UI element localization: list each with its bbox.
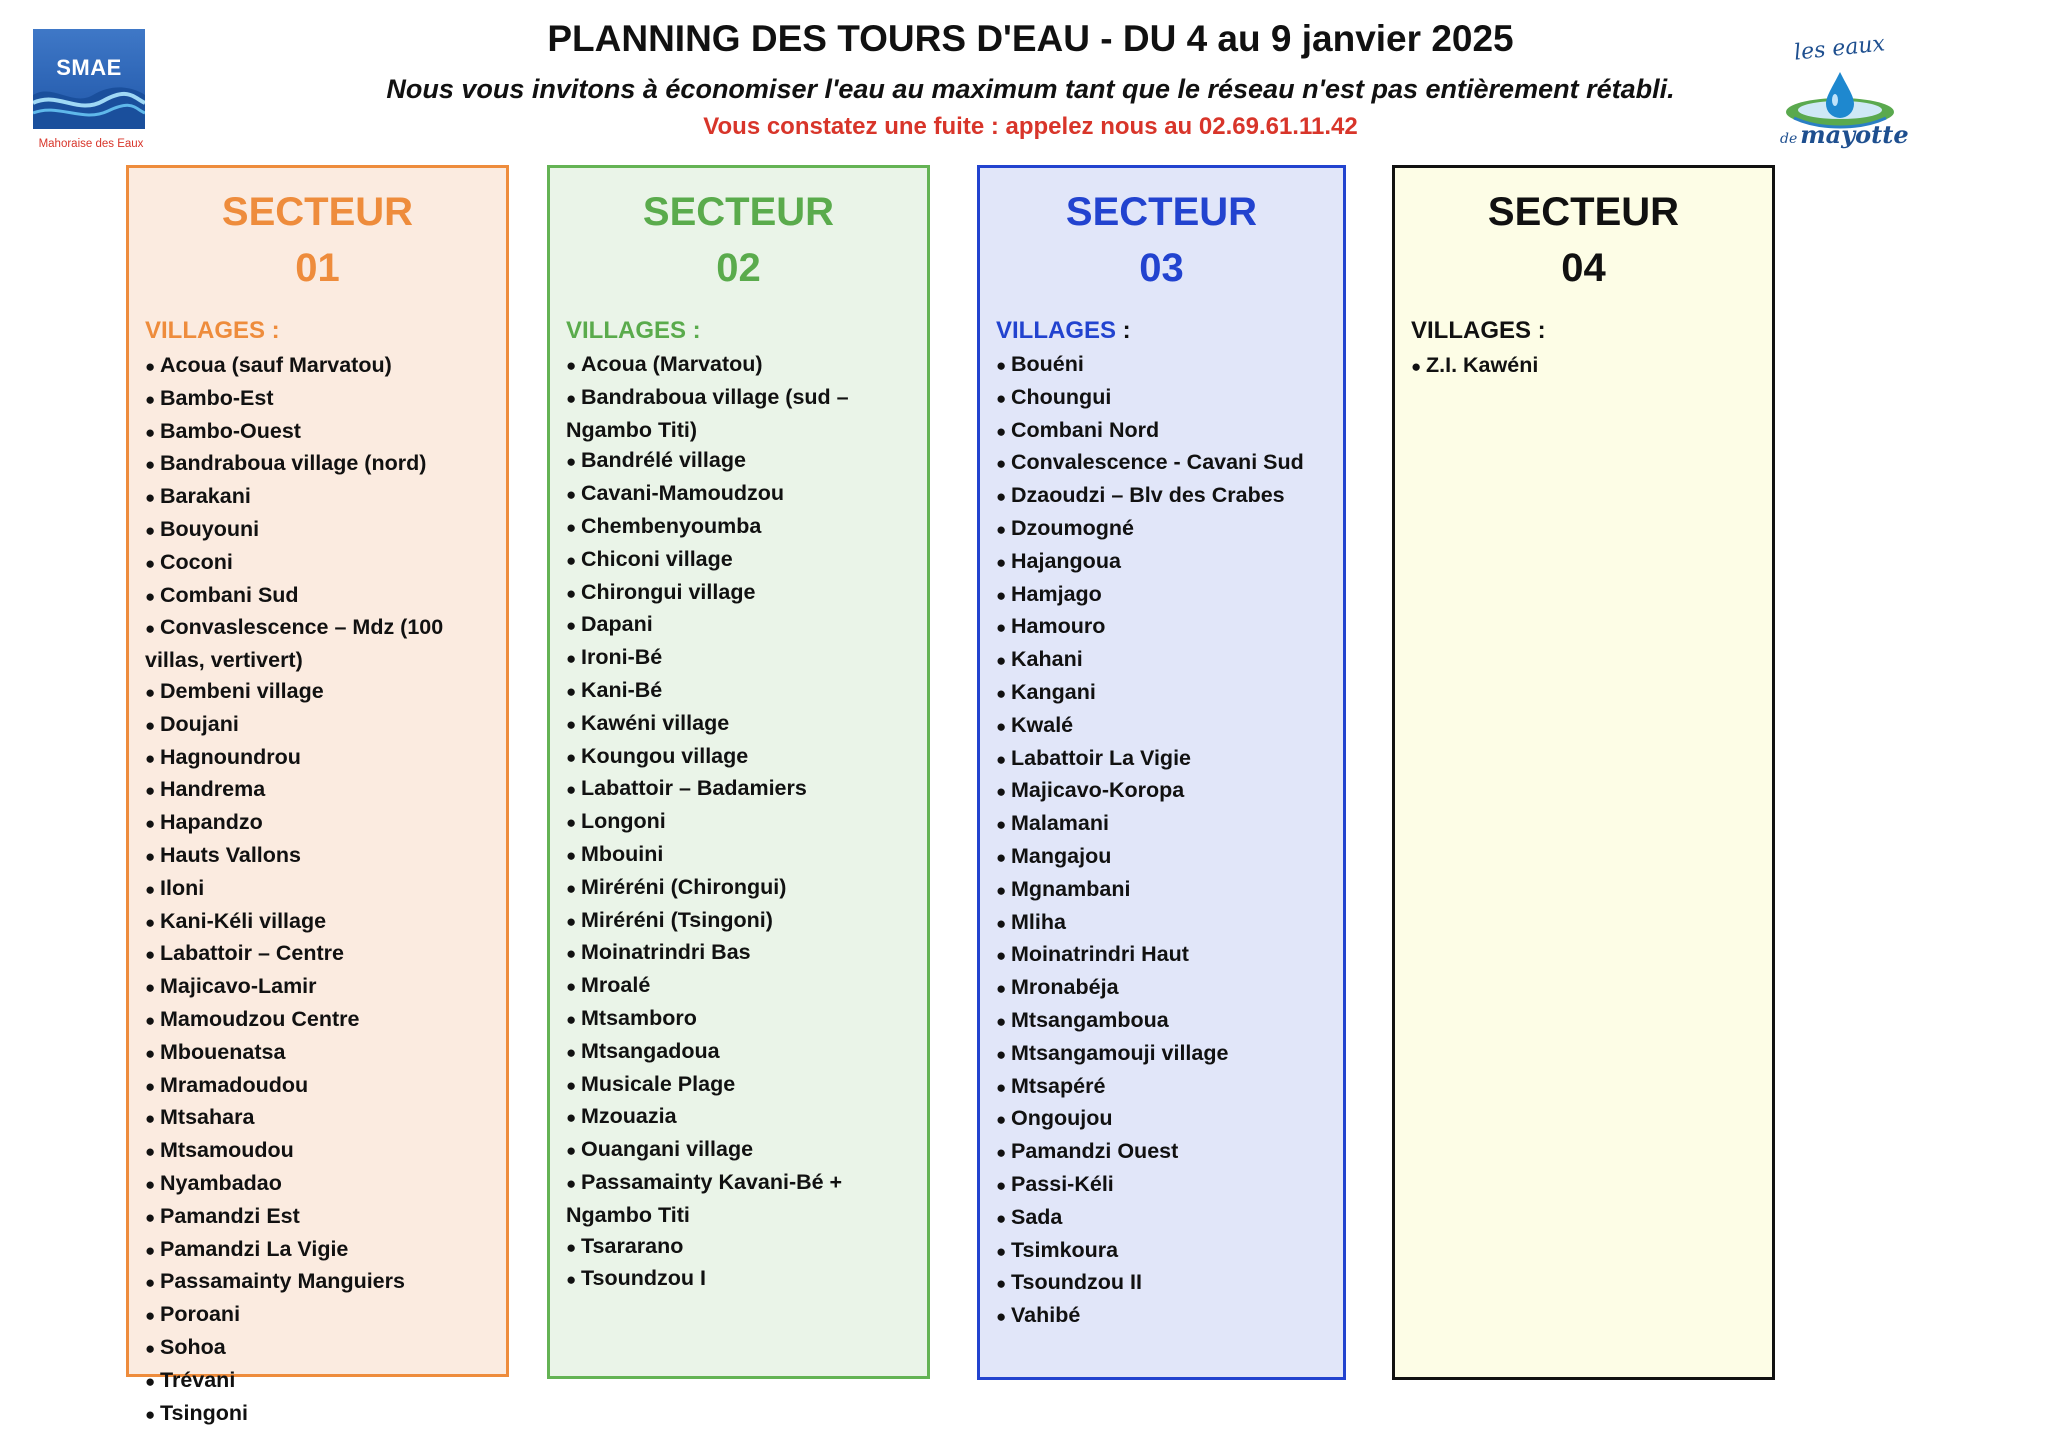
village-list-item: ● Passamainty Manguiers xyxy=(145,1266,494,1299)
village-list-item: ● Chirongui village xyxy=(566,577,915,610)
village-list-item: ● Kani-Kéli village xyxy=(145,906,494,939)
village-list-item: ● Kahani xyxy=(996,644,1331,677)
mayotte-logo-name-text: mayotte xyxy=(1800,120,1908,149)
village-list-item: ● Tsingoni xyxy=(145,1398,494,1430)
village-list-item: ● Ironi-Bé xyxy=(566,642,915,675)
village-list-item: ● Bandrélé village xyxy=(566,445,915,478)
village-list-item: ● Moinatrindri Bas xyxy=(566,937,915,970)
village-list-item: ● Bouyouni xyxy=(145,514,494,547)
village-list-item: ● Miréréni (Chirongui) xyxy=(566,872,915,905)
village-list-item: ● Bouéni xyxy=(996,349,1331,382)
village-list-item: ● Acoua (sauf Marvatou) xyxy=(145,350,494,383)
village-list-item: ● Ongoujou xyxy=(996,1103,1331,1136)
village-list-item: ● Mamoudzou Centre xyxy=(145,1004,494,1037)
sector-02-panel xyxy=(547,165,930,1379)
village-list-item: ● Tsoundzou I xyxy=(566,1263,915,1296)
sector-02-number: 02 xyxy=(550,240,927,296)
village-list-item: ● Mbouenatsa xyxy=(145,1037,494,1070)
village-list-item: ● Iloni xyxy=(145,873,494,906)
village-list-item: ● Passamainty Kavani-Bé + Ngambo Titi xyxy=(566,1167,915,1231)
village-list-item: ● Labattoir La Vigie xyxy=(996,743,1331,776)
sector-03-villages-word: VILLAGES xyxy=(996,317,1116,344)
village-list-item: ● Coconi xyxy=(145,547,494,580)
village-list-item: ● Hajangoua xyxy=(996,546,1331,579)
mayotte-logo-name xyxy=(1780,120,1909,149)
village-list-item: ● Passi-Kéli xyxy=(996,1169,1331,1202)
sector-01-label: SECTEUR xyxy=(129,184,506,240)
village-list-item: ● Vahibé xyxy=(996,1300,1331,1333)
sector-04-village-list xyxy=(1411,350,1760,383)
sector-03-villages-colon: : xyxy=(1116,317,1131,344)
village-list-item: ● Majicavo-Koropa xyxy=(996,775,1331,808)
village-list-item: ● Mtsahara xyxy=(145,1102,494,1135)
sector-02-village-list xyxy=(566,349,915,1296)
village-list-item: ● Kangani xyxy=(996,677,1331,710)
village-list-item: ● Tsimkoura xyxy=(996,1235,1331,1268)
village-list-item: ● Hauts Vallons xyxy=(145,840,494,873)
village-list-item: ● Miréréni (Tsingoni) xyxy=(566,905,915,938)
village-list-item: ● Mtsangadoua xyxy=(566,1036,915,1069)
village-list-item: ● Cavani-Mamoudzou xyxy=(566,478,915,511)
village-list-item: ● Hagnoundrou xyxy=(145,742,494,775)
sector-01-villages-label: VILLAGES : xyxy=(145,317,280,345)
village-list-item: ● Labattoir – Centre xyxy=(145,938,494,971)
page-header xyxy=(0,0,2061,160)
sector-03-villages-label xyxy=(996,317,1131,345)
village-list-item: ● Musicale Plage xyxy=(566,1069,915,1102)
village-list-item: ● Mbouini xyxy=(566,839,915,872)
village-list-item: ● Kawéni village xyxy=(566,708,915,741)
sector-04-villages-label: VILLAGES : xyxy=(1411,317,1546,345)
village-list-item: ● Bandraboua village (nord) xyxy=(145,448,494,481)
village-list-item: ● Koungou village xyxy=(566,741,915,774)
village-list-item: ● Acoua (Marvatou) xyxy=(566,349,915,382)
village-list-item: ● Bambo-Est xyxy=(145,383,494,416)
village-list-item: ● Labattoir – Badamiers xyxy=(566,773,915,806)
village-list-item: ● Barakani xyxy=(145,481,494,514)
village-list-item: ● Bandraboua village (sud – Ngambo Titi) xyxy=(566,382,915,446)
village-list-item: ● Convaslescence – Mdz (100 villas, vertivert) xyxy=(145,612,494,676)
village-list-item: ● Pamandzi Ouest xyxy=(996,1136,1331,1169)
sector-02-heading xyxy=(550,184,927,296)
village-list-item: ● Combani Sud xyxy=(145,580,494,613)
village-list-item: ● Hamjago xyxy=(996,579,1331,612)
sector-03-label: SECTEUR xyxy=(980,184,1343,240)
sector-02-label: SECTEUR xyxy=(550,184,927,240)
sector-01-number: 01 xyxy=(129,240,506,296)
smae-logo-text: SMAE xyxy=(33,55,145,81)
sector-01-panel xyxy=(126,165,509,1377)
village-list-item: ● Kwalé xyxy=(996,710,1331,743)
village-list-item: ● Majicavo-Lamir xyxy=(145,971,494,1004)
leak-hotline-notice: Vous constatez une fuite : appelez nous au 02.69.61.11.42 xyxy=(0,113,2061,141)
village-list-item: ● Longoni xyxy=(566,806,915,839)
village-list-item: ● Combani Nord xyxy=(996,415,1331,448)
village-list-item: ● Mliha xyxy=(996,907,1331,940)
village-list-item: ● Trévani xyxy=(145,1365,494,1398)
village-list-item: ● Tsararano xyxy=(566,1231,915,1264)
village-list-item: ● Mtsamboro xyxy=(566,1003,915,1036)
village-list-item: ● Choungui xyxy=(996,382,1331,415)
sector-01-village-list xyxy=(145,350,494,1430)
sector-04-number: 04 xyxy=(1395,240,1772,296)
village-list-item: ● Malamani xyxy=(996,808,1331,841)
village-list-item: ● Poroani xyxy=(145,1299,494,1332)
village-list-item: ● Doujani xyxy=(145,709,494,742)
village-list-item: ● Nyambadao xyxy=(145,1168,494,1201)
sector-04-label: SECTEUR xyxy=(1395,184,1772,240)
village-list-item: ● Tsoundzou II xyxy=(996,1267,1331,1300)
village-list-item: ● Moinatrindri Haut xyxy=(996,939,1331,972)
village-list-item: ● Handrema xyxy=(145,774,494,807)
village-list-item: ● Mtsamoudou xyxy=(145,1135,494,1168)
village-list-item: ● Mangajou xyxy=(996,841,1331,874)
village-list-item: ● Mgnambani xyxy=(996,874,1331,907)
village-list-item: ● Ouangani village xyxy=(566,1134,915,1167)
sector-03-panel xyxy=(977,165,1346,1380)
village-list-item: ● Dembeni village xyxy=(145,676,494,709)
village-list-item: ● Chembenyoumba xyxy=(566,511,915,544)
village-list-item: ● Z.I. Kawéni xyxy=(1411,350,1760,383)
village-list-item: ● Mramadoudou xyxy=(145,1070,494,1103)
mayotte-logo-de: de xyxy=(1780,131,1797,147)
village-list-item: ● Mtsangamboua xyxy=(996,1005,1331,1038)
village-list-item: ● Dapani xyxy=(566,609,915,642)
mayotte-logo-top-text: les eaux xyxy=(1793,31,1886,65)
smae-logo-caption: Mahoraise des Eaux xyxy=(29,138,153,150)
village-list-item: ● Mtsangamouji village xyxy=(996,1038,1331,1071)
village-list-item: ● Mzouazia xyxy=(566,1101,915,1134)
village-list-item: ● Dzaoudzi – Blv des Crabes xyxy=(996,480,1331,513)
sector-04-panel xyxy=(1392,165,1775,1380)
village-list-item: ● Kani-Bé xyxy=(566,675,915,708)
village-list-item: ● Pamandzi La Vigie xyxy=(145,1234,494,1267)
page-subtitle: Nous vous invitons à économiser l'eau au maximum tant que le réseau n'est pas entièrement rétabli. xyxy=(0,74,2061,105)
village-list-item: ● Hamouro xyxy=(996,611,1331,644)
sector-01-heading xyxy=(129,184,506,296)
village-list-item: ● Dzoumogné xyxy=(996,513,1331,546)
village-list-item: ● Bambo-Ouest xyxy=(145,416,494,449)
village-list-item: ● Mroalé xyxy=(566,970,915,1003)
village-list-item: ● Mronabéja xyxy=(996,972,1331,1005)
village-list-item: ● Convalescence - Cavani Sud xyxy=(996,447,1331,480)
page-title: PLANNING DES TOURS D'EAU - DU 4 au 9 janvier 2025 xyxy=(0,18,2061,60)
sector-02-villages-label: VILLAGES : xyxy=(566,317,701,345)
sector-03-village-list xyxy=(996,349,1331,1333)
village-list-item: ● Sohoa xyxy=(145,1332,494,1365)
village-list-item: ● Pamandzi Est xyxy=(145,1201,494,1234)
village-list-item: ● Hapandzo xyxy=(145,807,494,840)
village-list-item: ● Chiconi village xyxy=(566,544,915,577)
village-list-item: ● Mtsapéré xyxy=(996,1071,1331,1104)
sector-03-heading xyxy=(980,184,1343,296)
eaux-de-mayotte-logo xyxy=(1770,30,1910,155)
sector-03-number: 03 xyxy=(980,240,1343,296)
sector-04-heading xyxy=(1395,184,1772,296)
village-list-item: ● Sada xyxy=(996,1202,1331,1235)
